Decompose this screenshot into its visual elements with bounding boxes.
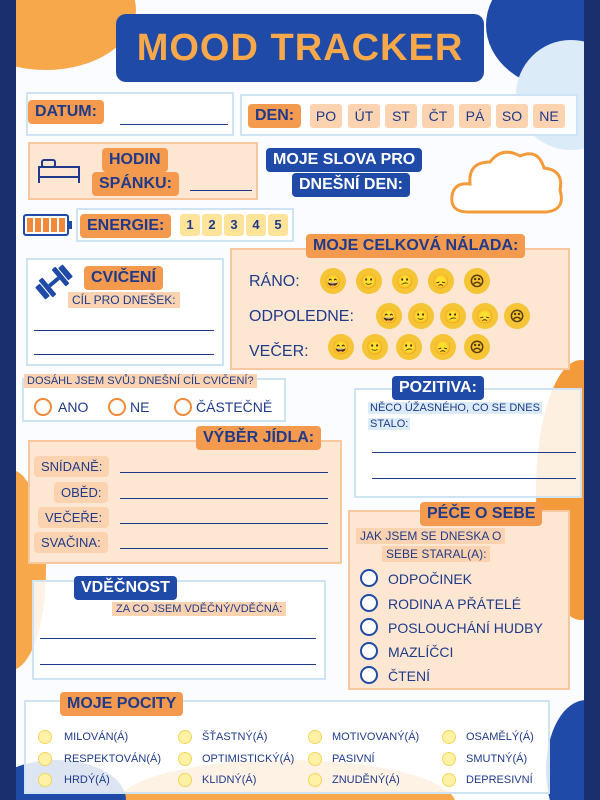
feeling-respected-label: RESPEKTOVÁN(Á) [64, 753, 161, 765]
gratitude-line[interactable] [40, 664, 316, 665]
meal-snack-label: SVAČINA: [34, 532, 108, 553]
option-partly-label: ČÁSTEČNĚ [196, 399, 273, 415]
decor-blob [546, 700, 584, 800]
selfcare-pets-checkbox[interactable] [360, 642, 378, 660]
feeling-optimistic-label: OPTIMISTICKÝ(Á) [202, 753, 295, 765]
food-heading: VÝBĚR JÍDLA: [196, 426, 321, 450]
option-yes-label: ANO [58, 399, 89, 415]
feeling-lonely-label: OSAMĚLÝ(Á) [466, 731, 534, 743]
meal-lunch-field[interactable] [120, 498, 328, 499]
option-no-radio[interactable] [108, 398, 126, 416]
feeling-happy-label: ŠŤASTNÝ(Á) [202, 731, 268, 743]
selfcare-reading-label: ČTENÍ [388, 668, 430, 684]
day-sun[interactable]: NE [533, 104, 565, 128]
exercise-heading: CVIČENÍ [84, 266, 163, 290]
sad-face-icon[interactable]: 😞 [430, 334, 456, 360]
exercise-goal-label: CÍL PRO DNEŠEK: [68, 292, 180, 308]
unsure-face-icon[interactable]: 😕 [396, 334, 422, 360]
feeling-respected-checkbox[interactable] [38, 752, 52, 766]
gratitude-heading: VDĚČNOST [74, 576, 177, 600]
bed-icon [36, 155, 82, 190]
frown-face-icon[interactable]: ☹ [464, 334, 490, 360]
feeling-sad-label: SMUTNÝ(Á) [466, 753, 528, 765]
frown-face-icon[interactable]: ☹ [504, 303, 530, 329]
meal-dinner-field[interactable] [120, 523, 328, 524]
feeling-lonely-checkbox[interactable] [442, 730, 456, 744]
feelings-heading: MOJE POCITY [60, 692, 183, 716]
selfcare-prompt-line2: SEBE STARAL(A): [382, 546, 490, 562]
feeling-proud-label: HRDÝ(Á) [64, 774, 110, 786]
day-fri[interactable]: PÁ [459, 104, 491, 128]
selfcare-music-label: POSLOUCHÁNÍ HUDBY [388, 620, 543, 636]
meal-lunch-label: OBĚD: [54, 482, 108, 503]
mood-row-afternoon: ODPOLEDNE: [249, 308, 354, 325]
happy-face-icon[interactable]: 🙂 [356, 268, 382, 294]
very-happy-face-icon[interactable]: 😄 [328, 334, 354, 360]
positive-prompt-line2: STALO: [370, 418, 409, 430]
datum-label: DATUM: [28, 100, 104, 124]
selfcare-prompt-line1: JAK JSEM SE DNESKA O [356, 528, 505, 544]
feeling-proud-checkbox[interactable] [38, 773, 52, 787]
selfcare-family-checkbox[interactable] [360, 594, 378, 612]
day-thu[interactable]: ČT [422, 104, 454, 128]
feeling-motivated-label: MOTIVOVANÝ(Á) [332, 731, 420, 743]
unsure-face-icon[interactable]: 😕 [440, 303, 466, 329]
happy-face-icon[interactable]: 🙂 [362, 334, 388, 360]
energy-level-3[interactable]: 3 [224, 214, 244, 236]
energy-level-2[interactable]: 2 [202, 214, 222, 236]
feeling-calm-label: KLIDNÝ(Á) [202, 774, 257, 786]
energy-level-4[interactable]: 4 [246, 214, 266, 236]
exercise-goal-line[interactable] [34, 330, 214, 331]
unsure-face-icon[interactable]: 😕 [392, 268, 418, 294]
meal-breakfast-field[interactable] [120, 472, 328, 473]
sad-face-icon[interactable]: 😞 [428, 268, 454, 294]
feeling-loved-checkbox[interactable] [38, 730, 52, 744]
feeling-depressed-label: DEPRESIVNÍ [466, 774, 533, 786]
positive-line[interactable] [372, 452, 576, 453]
mood-heading: MOJE CELKOVÁ NÁLADA: [306, 234, 525, 258]
sleep-hours-field[interactable] [190, 190, 252, 191]
option-no-label: NE [130, 399, 150, 415]
feeling-sad-checkbox[interactable] [442, 752, 456, 766]
selfcare-heading: PÉČE O SEBE [420, 502, 542, 526]
feeling-bored-checkbox[interactable] [308, 773, 322, 787]
meal-breakfast-label: SNÍDANĚ: [34, 456, 109, 477]
positive-heading: POZITIVA: [392, 376, 484, 400]
energy-level-1[interactable]: 1 [180, 214, 200, 236]
mood-tracker-sheet [16, 0, 584, 800]
sad-face-icon[interactable]: 😞 [472, 303, 498, 329]
option-partly-radio[interactable] [174, 398, 192, 416]
mood-row-morning: RÁNO: [249, 273, 300, 290]
selfcare-reading-checkbox[interactable] [360, 666, 378, 684]
day-wed[interactable]: ST [385, 104, 417, 128]
selfcare-music-checkbox[interactable] [360, 618, 378, 636]
energy-level-5[interactable]: 5 [268, 214, 288, 236]
day-mon[interactable]: PO [310, 104, 342, 128]
day-tue[interactable]: ÚT [348, 104, 380, 128]
feeling-passive-checkbox[interactable] [308, 752, 322, 766]
selfcare-rest-checkbox[interactable] [360, 569, 378, 587]
cloud-icon[interactable] [446, 142, 568, 227]
very-happy-face-icon[interactable]: 😄 [320, 268, 346, 294]
option-yes-radio[interactable] [34, 398, 52, 416]
gratitude-prompt: ZA CO JSEM VDĚČNÝ/VDĚČNÁ: [112, 602, 286, 616]
feeling-passive-label: PASIVNÍ [332, 753, 375, 765]
day-sat[interactable]: SO [496, 104, 528, 128]
meal-snack-field[interactable] [120, 548, 328, 549]
page-title: MOOD TRACKER [116, 14, 484, 82]
gratitude-line[interactable] [40, 638, 316, 639]
sleep-label-line1: HODIN [102, 148, 168, 172]
feeling-bored-label: ZNUDĚNÝ(Á) [332, 774, 400, 786]
feeling-motivated-checkbox[interactable] [308, 730, 322, 744]
den-label: DEN: [248, 104, 301, 128]
words-heading-line2: DNEŠNÍ DEN: [292, 173, 410, 197]
meal-dinner-label: VEČEŘE: [38, 507, 109, 528]
feeling-optimistic-checkbox[interactable] [178, 752, 192, 766]
goal-reached-question: DOSÁHL JSEM SVŮJ DNEŠNÍ CÍL CVIČENÍ? [24, 374, 257, 388]
frown-face-icon[interactable]: ☹ [464, 268, 490, 294]
battery-icon [22, 212, 74, 243]
positive-line[interactable] [372, 478, 576, 479]
very-happy-face-icon[interactable]: 😄 [376, 303, 402, 329]
sleep-label-line2: SPÁNKU: [92, 172, 179, 196]
selfcare-pets-label: MAZLÍČCI [388, 644, 454, 660]
feeling-loved-label: MILOVÁN(Á) [64, 731, 129, 743]
selfcare-rest-label: ODPOČINEK [388, 571, 473, 587]
happy-face-icon[interactable]: 🙂 [408, 303, 434, 329]
mood-row-evening: VEČER: [249, 343, 309, 360]
exercise-goal-line[interactable] [34, 354, 214, 355]
words-heading-line1: MOJE SLOVA PRO [266, 148, 422, 172]
datum-field[interactable] [120, 124, 228, 125]
selfcare-family-label: RODINA A PŘÁTELÉ [388, 596, 522, 612]
feeling-depressed-checkbox[interactable] [442, 773, 456, 787]
positive-prompt-line1: NĚCO ÚŽASNÉHO, CO SE DNES [370, 402, 540, 414]
energy-label: ENERGIE: [80, 214, 171, 238]
feeling-happy-checkbox[interactable] [178, 730, 192, 744]
feeling-calm-checkbox[interactable] [178, 773, 192, 787]
